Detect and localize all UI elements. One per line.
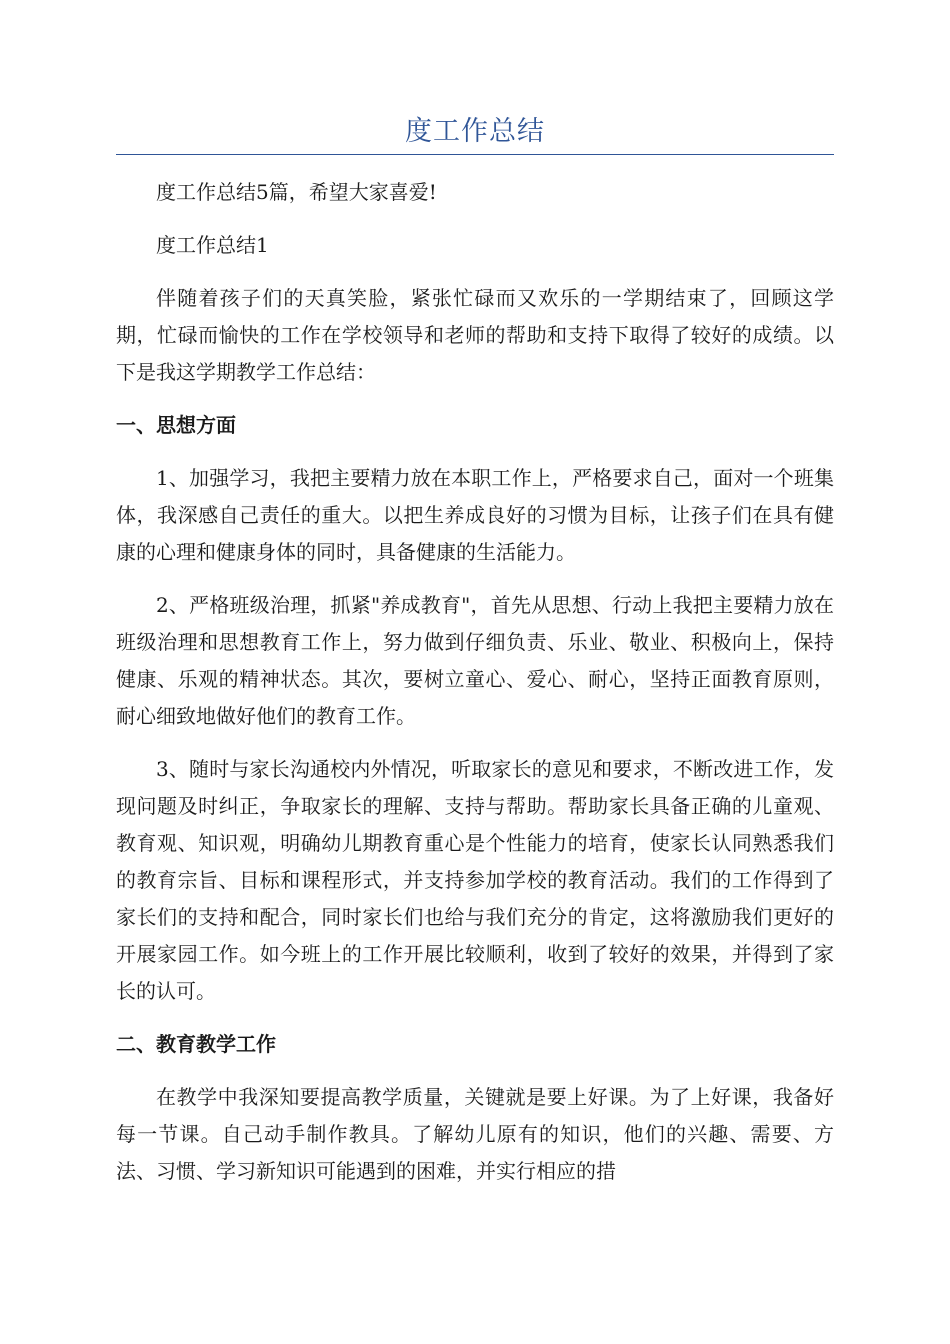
section1-paragraph-2: 2、严格班级治理，抓紧"养成教育"，首先从思想、行动上我把主要精力放在班级治理和思想教育工作上，努力做到仔细负责、乐业、敬业、积极向上，保持健康、乐观的精神状态。其次，要树立童心、爱心、耐心，坚持正面教育原则，耐心细致地做好他们的教育工作。: [116, 593, 834, 728]
section-heading-teaching: 二、教育教学工作: [116, 1032, 276, 1056]
section1-paragraph-3: 3、随时与家长沟通校内外情况，听取家长的意见和要求，不断改进工作，发现问题及时纠正，争取家长的理解、支持与帮助。帮助家长具备正确的儿童观、教育观、知识观，明确幼儿期教育重心是个性能力的培育，使家长认同熟悉我们的教育宗旨、目标和课程形式，并支持参加学校的教育活动。我们的工作得到了家长们的支持和配合，同时家长们也给与我们充分的肯定，这将激励我们更好的开展家园工作。如今班上的工作开展比较顺利，收到了较好的效果，并得到了家长的认可。: [116, 757, 834, 1003]
intro-line: 度工作总结5篇，希望大家喜爱!: [156, 180, 437, 204]
subtitle-line: 度工作总结1: [156, 233, 269, 257]
section2-paragraph-1: 在教学中我深知要提高教学质量，关键就是要上好课。为了上好课，我备好每一节课。自己动手制作教具。了解幼儿原有的知识，他们的兴趣、需要、方法、习惯、学习新知识可能遇到的困难，并实行相应的措: [116, 1085, 834, 1183]
section1-paragraph-1: 1、加强学习，我把主要精力放在本职工作上，严格要求自己，面对一个班集体，我深感自己责任的重大。以把生养成良好的习惯为目标，让孩子们在具有健康的心理和健康身体的同时，具备健康的生活能力。: [116, 466, 834, 564]
document-body: [116, 174, 834, 1206]
opening-paragraph: 伴随着孩子们的天真笑脸，紧张忙碌而又欢乐的一学期结束了，回顾这学期，忙碌而愉快的工作在学校领导和老师的帮助和支持下取得了较好的成绩。以下是我这学期教学工作总结：: [116, 286, 834, 384]
title-underline: [116, 154, 834, 155]
section-heading-thought: 一、思想方面: [116, 413, 236, 437]
document-title: 度工作总结: [405, 116, 545, 147]
